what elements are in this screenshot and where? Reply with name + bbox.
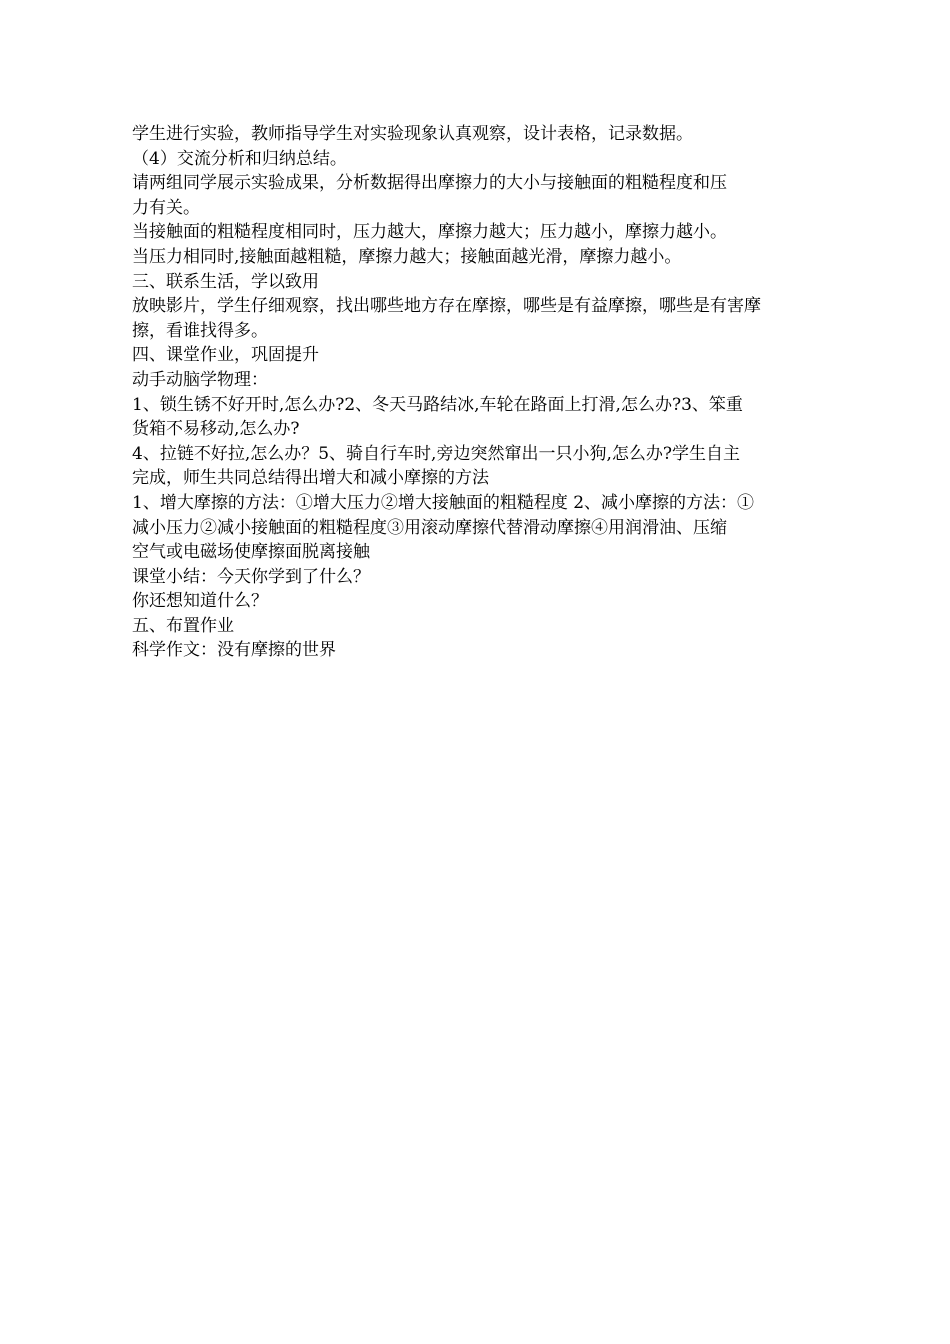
- question-line-2: 货箱不易移动,怎么办?: [132, 419, 300, 440]
- paragraph-conclusion-pressure: 当接触面的粗糙程度相同时，压力越大，摩擦力越大；压力越小，摩擦力越小。: [132, 222, 727, 243]
- question-line-1: 1、锁生锈不好开时,怎么办?2、冬天马路结冰,车轮在路面上打滑,怎么办?3、笨重: [132, 394, 743, 415]
- section-heading-five: 五、布置作业: [132, 615, 234, 636]
- paragraph-film-line-1: 放映影片，学生仔细观察，找出哪些地方存在摩擦，哪些是有益摩擦，哪些是有害摩: [132, 296, 761, 317]
- methods-line-2: 减小压力②减小接触面的粗糙程度③用滚动摩擦代替滑动摩擦④用润滑油、压缩: [132, 517, 727, 538]
- subheading-hands-on: 动手动脑学物理：: [132, 369, 268, 390]
- summary-question-learned: 课堂小结：今天你学到了什么？: [132, 566, 370, 587]
- paragraph-conclusion-roughness: 当压力相同时,接触面越粗糙，摩擦力越大；接触面越光滑，摩擦力越小。: [132, 246, 682, 267]
- section-heading-three: 三、联系生活，学以致用: [132, 271, 319, 292]
- paragraph-results-line-1: 请两组同学展示实验成果，分析数据得出摩擦力的大小与接触面的粗糙程度和压: [132, 173, 727, 194]
- paragraph-results-line-2: 力有关。: [132, 197, 200, 218]
- homework-assignment: 科学作文：没有摩擦的世界: [132, 640, 336, 661]
- document-body: [132, 122, 812, 663]
- question-line-4: 完成，师生共同总结得出增大和减小摩擦的方法: [132, 468, 489, 489]
- paragraph-experiment-guidance: 学生进行实验，教师指导学生对实验现象认真观察，设计表格，记录数据。: [132, 124, 693, 144]
- summary-question-want-to-know: 你还想知道什么？: [132, 591, 268, 612]
- section-heading-four: 四、课堂作业，巩固提升: [132, 345, 319, 366]
- methods-line-1: 1、增大摩擦的方法：①增大压力②增大接触面的粗糙程度 2、减小摩擦的方法：①: [132, 492, 755, 513]
- heading-analysis-summary: （4）交流分析和归纳总结。: [132, 148, 347, 169]
- question-line-3: 4、拉链不好拉,怎么办？5、骑自行车时,旁边突然窜出一只小狗,怎么办?学生自主: [132, 443, 740, 464]
- paragraph-film-line-2: 擦，看谁找得多。: [132, 320, 268, 341]
- methods-line-3: 空气或电磁场使摩擦面脱离接触: [132, 542, 370, 563]
